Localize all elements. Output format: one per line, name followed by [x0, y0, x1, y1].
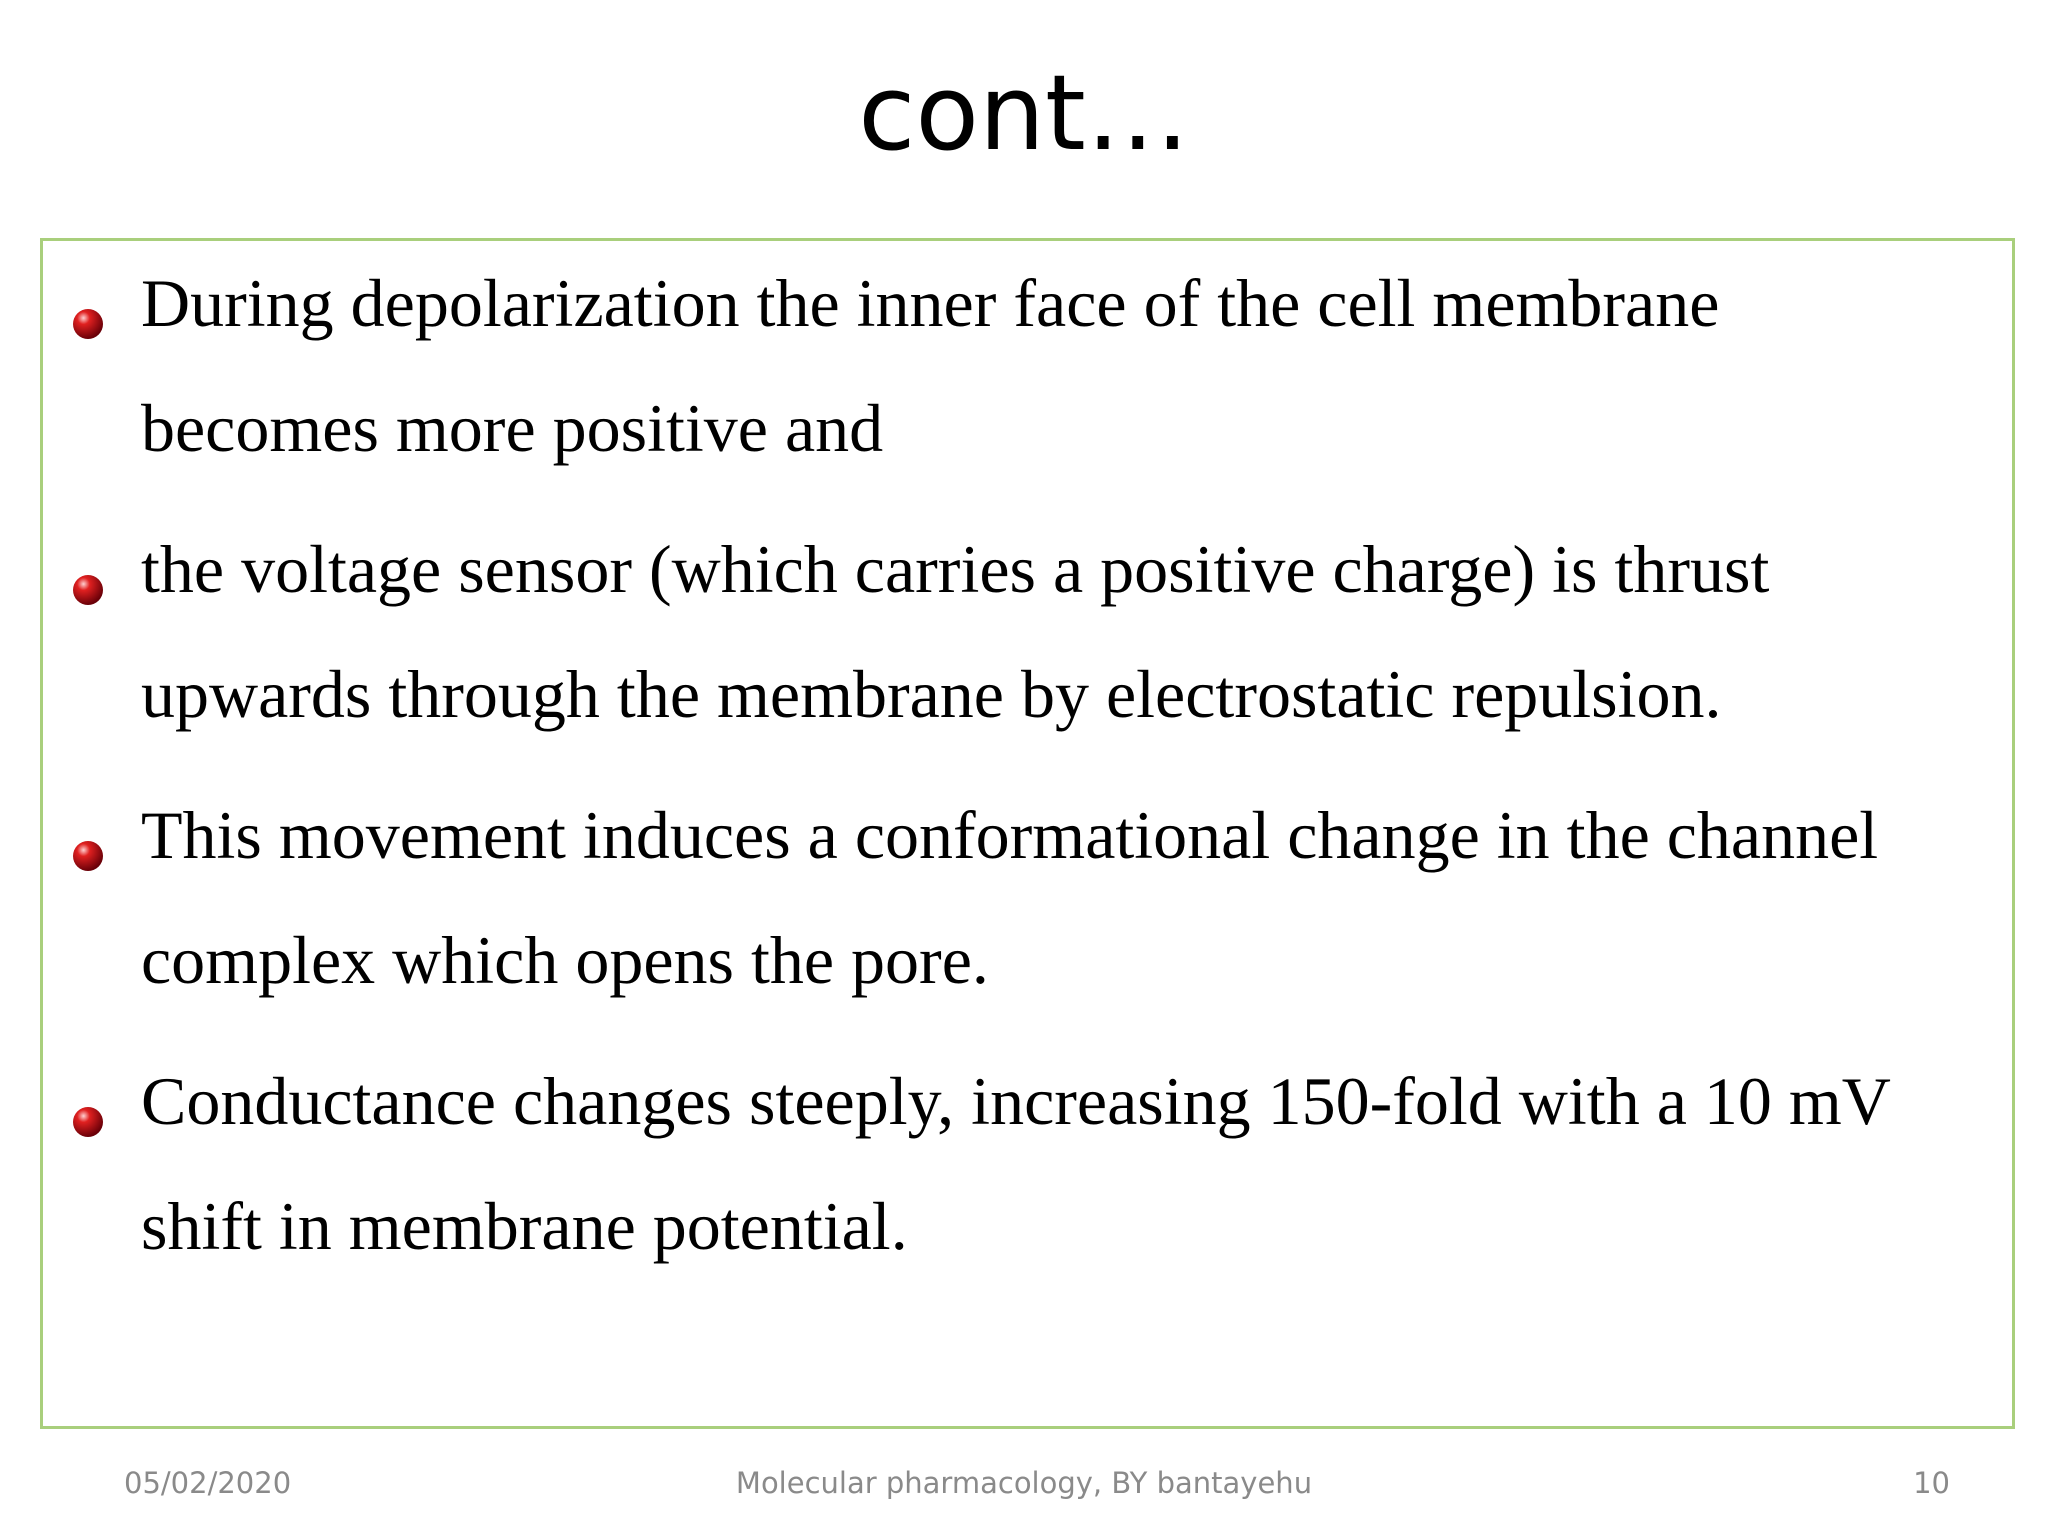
bullet-line: becomes more positive and: [141, 390, 884, 466]
slide-title: cont…: [858, 52, 1190, 174]
bullet-line: upwards through the membrane by electrostatic repulsion.: [141, 656, 1722, 732]
red-sphere-bullet-icon: [71, 307, 105, 341]
red-sphere-bullet-icon: [71, 839, 105, 873]
footer-date: 05/02/2020: [124, 1466, 292, 1500]
bullet-line: shift in membrane potential.: [141, 1188, 908, 1264]
red-sphere-bullet-icon: [71, 573, 105, 607]
bullet-text: [141, 507, 2001, 757]
bullet-line: During depolarization the inner face of the cell membrane: [141, 265, 1720, 341]
bullet-line: the voltage sensor (which carries a positive charge) is thrust: [141, 531, 1770, 607]
bullet-line: complex which opens the pore.: [141, 922, 989, 998]
footer-title: Molecular pharmacology, BY bantayehu: [735, 1466, 1313, 1500]
content-box: [40, 238, 2015, 1429]
bullet-text: [141, 773, 2001, 1023]
bullet-line: This movement induces a conformational change in the channel: [141, 797, 1879, 873]
bullet-text: [141, 241, 2001, 491]
page-number: 10: [1913, 1466, 1950, 1500]
bullet-line: Conductance changes steeply, increasing 150-fold with a 10 mV: [141, 1063, 1891, 1139]
red-sphere-bullet-icon: [71, 1105, 105, 1139]
bullet-text: [141, 1039, 2001, 1289]
